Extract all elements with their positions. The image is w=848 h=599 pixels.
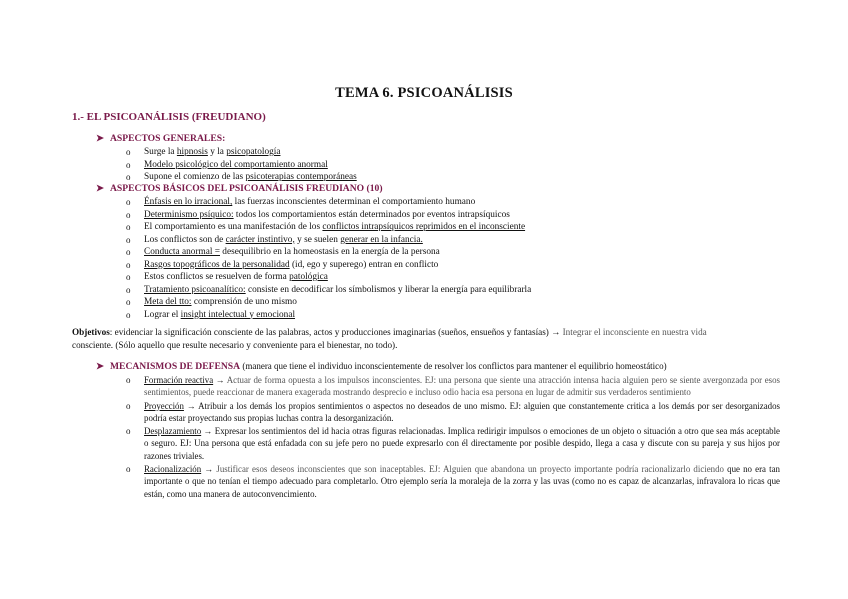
objetivos-text: : evidenciar la significación consciente de las palabras, actos y producciones imaginarias (sueños, ensueños y fantasías)	[109, 327, 552, 337]
right-arrow-icon: →	[201, 426, 215, 437]
circle-bullet-icon: o	[126, 297, 131, 307]
list-item	[126, 171, 786, 184]
circle-bullet-icon: o	[126, 222, 131, 232]
objetivos-gray: Integrar el inconsciente en nuestra vida	[560, 327, 707, 337]
right-arrow-icon: →	[551, 327, 561, 337]
item-underlined: patológica	[289, 272, 328, 282]
right-arrow-icon: →	[201, 464, 217, 475]
item-text: todos los comportamientos están determinados por eventos intrapsíquicos	[233, 209, 510, 220]
item-underlined: generar en la infancia.	[340, 234, 423, 245]
item-underlined: insight intelectual y emocional	[180, 309, 296, 320]
mechanism-term: Proyección	[144, 400, 184, 411]
defensa-list	[126, 374, 780, 501]
page-title: TEMA 6. PSICOANÁLISIS	[335, 85, 513, 101]
item-underlined: Determinismo psíquico:	[144, 209, 234, 220]
right-arrow-icon: →	[213, 375, 227, 385]
subsection-title: ASPECTOS GENERALES	[110, 133, 223, 144]
list-item	[126, 159, 786, 172]
list-item	[126, 234, 786, 247]
arrow-bullet-icon: ➤	[96, 133, 105, 144]
item-text: Lograr el	[144, 309, 181, 320]
item-text: Estos conflictos se resuelven de forma	[144, 272, 290, 282]
colon: :	[222, 133, 226, 144]
item-underlined: psicoterapias contemporáneas	[245, 172, 357, 182]
item-underlined: hipnosis	[176, 147, 208, 157]
mechanism-text: Expresar los sentimientos del id hacia otras figuras relacionadas. Implica redirigir impulsos o emociones de un objeto o situación a otro que sea más aceptable o seguro. EJ: Una persona que está enfadada con su jefe pero no puede expresarlo con él directamente por posible despido, llega a casa y discute con su pareja y sus hijos por razones triviales.	[144, 426, 780, 461]
list-item	[126, 146, 786, 159]
item-text: Los conflictos son de	[144, 234, 226, 245]
mechanism-gray-text: Actuar de forma opuesta a los impulsos inconscientes. EJ: una persona que siente una atracción intensa hacia alguien pero se siente avergonzada por esos sentimientos, puede reaccionar de manera exagerada mostrando desprecio e incluso odio hacia esa persona en lugar de admitir sus verdaderos sentimiento	[144, 375, 780, 398]
section-heading: 1.- EL PSICOANÁLISIS (FREUDIANO)	[72, 111, 266, 123]
list-item	[126, 296, 786, 309]
circle-bullet-icon: o	[126, 309, 131, 320]
subsection-title: MECANISMOS DE DEFENSA	[110, 361, 241, 372]
generales-list	[126, 146, 786, 184]
circle-bullet-icon: o	[126, 464, 131, 475]
subsection-desc: (manera que tiene el individuo inconscientemente de resolver los conflictos para mantener el equilibrio homeostático)	[240, 361, 667, 371]
circle-bullet-icon: o	[126, 400, 131, 411]
item-text: El comportamiento es una manifestación de los	[144, 222, 323, 232]
item-text: Supone el comienzo de las	[144, 172, 246, 182]
item-underlined: carácter instintivo,	[225, 234, 295, 245]
circle-bullet-icon: o	[126, 426, 131, 437]
circle-bullet-icon: o	[126, 272, 131, 282]
mechanism-gray-text: Justificar esos deseos inconscientes que son inaceptables. EJ: Alguien que abandona un proyecto importante podría racionalizarlo diciendo	[216, 464, 724, 475]
mechanism-term: Racionalización	[144, 464, 202, 475]
item-underlined: Conducta anormal =	[144, 247, 220, 257]
circle-bullet-icon: o	[126, 234, 131, 245]
circle-bullet-icon: o	[126, 284, 131, 295]
list-item	[126, 209, 786, 222]
objetivos-label: Objetivos	[72, 327, 110, 337]
list-item	[126, 271, 786, 284]
objetivos-text-2: consciente. (Sólo aquello que resulte necesario y conveniente para el bienestar, no todo).	[72, 340, 398, 350]
item-text: y la	[207, 147, 227, 157]
subsection-generales-heading	[96, 133, 225, 144]
list-item	[126, 196, 786, 209]
circle-bullet-icon: o	[126, 209, 131, 220]
item-underlined: psicopatología	[226, 147, 281, 157]
item-underlined: conflictos intrapsíquicos reprimidos en el inconsciente	[322, 222, 526, 232]
objetivos-paragraph	[72, 326, 780, 352]
item-underlined: Meta del tto:	[144, 297, 192, 307]
item-text: consiste en decodificar los símbolismos y liberar la energía para equilibrarla	[245, 284, 532, 295]
circle-bullet-icon: o	[126, 247, 131, 257]
circle-bullet-icon: o	[126, 197, 131, 207]
arrow-bullet-icon: ➤	[96, 361, 105, 372]
item-underlined: Énfasis en lo irracional,	[144, 197, 233, 207]
list-item	[126, 284, 786, 297]
circle-bullet-icon: o	[126, 147, 131, 157]
mechanism-text: que no era tan importante o que no tenían el tiempo adecuado para completarlo. Otro ejemplo sería la moraleja de la zorra y las uvas (como no es capaz de alcanzarlas, infravalora lo ricas que están, como una manera de autoconvencimiento.	[144, 464, 780, 499]
subsection-basicos-heading	[96, 183, 383, 194]
mechanism-text: Atribuir a los demás los propios sentimientos o aspectos no deseados de uno mismo. EJ: alguien que constantemente critica a los demás por ser desorganizados podría estar proyectando sus propias luchas contra la desorganización.	[144, 400, 780, 423]
mechanism-term: Desplazamiento	[144, 426, 202, 437]
circle-bullet-icon: o	[126, 375, 131, 385]
list-item	[126, 259, 786, 272]
item-text: Surge la	[144, 147, 177, 157]
item-underlined: Modelo psicológico del comportamiento anormal	[144, 159, 328, 170]
item-underlined: Rasgos topográficos de la personalidad	[144, 259, 290, 270]
list-item	[126, 374, 780, 399]
basicos-list	[126, 196, 786, 321]
list-item	[126, 425, 780, 462]
list-item	[126, 463, 780, 500]
list-item	[126, 309, 786, 322]
arrow-bullet-icon: ➤	[96, 183, 105, 194]
subsection-title: ASPECTOS BÁSICOS DEL PSICOANÁLISIS FREUDIANO (10)	[110, 183, 383, 194]
subsection-defensa-heading	[96, 361, 667, 372]
circle-bullet-icon: o	[126, 259, 131, 270]
circle-bullet-icon: o	[126, 159, 131, 170]
list-item	[126, 246, 786, 259]
right-arrow-icon: →	[183, 400, 199, 411]
item-text: desequilibrio en la homeostasis en la energía de la persona	[219, 247, 440, 257]
list-item	[126, 221, 786, 234]
item-text: (id, ego y superego) entran en conflicto	[289, 259, 439, 270]
item-underlined: Tratamiento psicoanalítico:	[144, 284, 246, 295]
mechanism-term: Formación reactiva	[144, 375, 214, 385]
item-text: las fuerzas inconscientes determinan el comportamiento humano	[232, 197, 476, 207]
list-item	[126, 400, 780, 425]
circle-bullet-icon: o	[126, 172, 131, 182]
item-text: y se suelen	[294, 234, 341, 245]
item-text: comprensión de uno mismo	[191, 297, 297, 307]
